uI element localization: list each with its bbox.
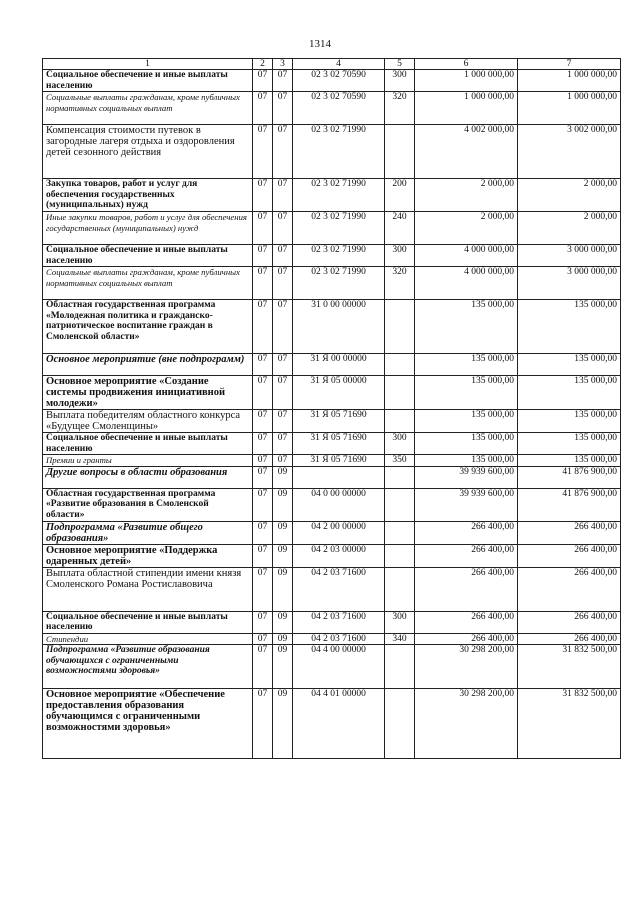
row-subsection-code: 09	[273, 645, 293, 689]
row-section-code: 07	[253, 433, 273, 455]
row-expense-type	[385, 354, 415, 376]
table-row	[43, 212, 621, 245]
table-row	[43, 410, 621, 433]
row-amount-year1: 1 000 000,00	[415, 70, 518, 92]
row-subsection-code: 09	[273, 611, 293, 633]
row-section-code: 07	[253, 92, 273, 125]
row-amount-year2: 135 000,00	[518, 376, 621, 410]
table-row	[43, 267, 621, 300]
row-name: Основное мероприятие «Обеспечение предоставления образования обучающимся с ограниченными возможностями здоровья»	[43, 689, 253, 759]
row-amount-year2: 31 832 500,00	[518, 689, 621, 759]
row-amount-year2: 266 400,00	[518, 633, 621, 645]
row-name: Основное мероприятие (вне подпрограмм)	[43, 354, 253, 376]
row-target-article: 04 2 03 71600	[293, 611, 385, 633]
row-name: Основное мероприятие «Создание системы продвижения инициативной молодежи»	[43, 376, 253, 410]
table-row	[43, 488, 621, 521]
row-amount-year2: 135 000,00	[518, 300, 621, 354]
header-col-3: 3	[273, 59, 293, 70]
row-amount-year2: 135 000,00	[518, 433, 621, 455]
row-amount-year2: 31 832 500,00	[518, 645, 621, 689]
table-body	[43, 70, 621, 759]
table-row	[43, 645, 621, 689]
row-target-article: 02 3 02 70590	[293, 92, 385, 125]
table-row	[43, 544, 621, 567]
row-name: Подпрограмма «Развитие образования обучающихся с ограниченными возможностями здоровья»	[43, 645, 253, 689]
row-amount-year2: 3 000 000,00	[518, 267, 621, 300]
row-amount-year1: 39 939 600,00	[415, 466, 518, 488]
table-row	[43, 521, 621, 544]
row-name: Стипендии	[43, 633, 253, 645]
row-subsection-code: 09	[273, 521, 293, 544]
row-expense-type	[385, 689, 415, 759]
row-expense-type: 350	[385, 455, 415, 467]
row-amount-year1: 135 000,00	[415, 354, 518, 376]
row-amount-year2: 135 000,00	[518, 410, 621, 433]
row-name: Социальное обеспечение и иные выплаты населению	[43, 245, 253, 267]
row-amount-year1: 2 000,00	[415, 212, 518, 245]
row-amount-year1: 266 400,00	[415, 544, 518, 567]
row-name: Основное мероприятие «Поддержка одаренных детей»	[43, 544, 253, 567]
row-target-article: 31 Я 05 71690	[293, 433, 385, 455]
row-target-article: 02 3 02 70590	[293, 70, 385, 92]
row-target-article: 02 3 02 71990	[293, 212, 385, 245]
row-section-code: 07	[253, 544, 273, 567]
row-expense-type	[385, 410, 415, 433]
row-name: Выплата победителям областного конкурса «Будущее Смоленщины»	[43, 410, 253, 433]
row-expense-type: 240	[385, 212, 415, 245]
row-target-article: 04 0 00 00000	[293, 488, 385, 521]
row-subsection-code: 07	[273, 300, 293, 354]
table-row	[43, 300, 621, 354]
row-target-article: 04 2 03 71600	[293, 567, 385, 611]
row-expense-type	[385, 521, 415, 544]
row-section-code: 07	[253, 125, 273, 179]
row-amount-year2: 1 000 000,00	[518, 70, 621, 92]
row-subsection-code: 09	[273, 567, 293, 611]
table-row	[43, 567, 621, 611]
table-row	[43, 633, 621, 645]
header-col-4: 4	[293, 59, 385, 70]
row-subsection-code: 07	[273, 410, 293, 433]
row-subsection-code: 09	[273, 689, 293, 759]
row-amount-year1: 4 002 000,00	[415, 125, 518, 179]
page-number: 1314	[309, 38, 331, 50]
row-section-code: 07	[253, 645, 273, 689]
row-amount-year1: 30 298 200,00	[415, 689, 518, 759]
row-expense-type	[385, 567, 415, 611]
row-amount-year1: 4 000 000,00	[415, 267, 518, 300]
row-target-article: 31 0 00 00000	[293, 300, 385, 354]
header-col-6: 6	[415, 59, 518, 70]
row-section-code: 07	[253, 376, 273, 410]
row-name: Иные закупки товаров, работ и услуг для обеспечения государственных (муниципальных) нужд	[43, 212, 253, 245]
row-section-code: 07	[253, 245, 273, 267]
row-target-article: 04 4 00 00000	[293, 645, 385, 689]
row-section-code: 07	[253, 689, 273, 759]
row-name: Подпрограмма «Развитие общего образования»	[43, 521, 253, 544]
row-subsection-code: 07	[273, 354, 293, 376]
row-amount-year1: 135 000,00	[415, 300, 518, 354]
header-col-7: 7	[518, 59, 621, 70]
row-expense-type	[385, 488, 415, 521]
row-expense-type: 300	[385, 70, 415, 92]
row-name: Областная государственная программа «Молодежная политика и гражданско-патриотическое воспитание граждан в Смоленской области»	[43, 300, 253, 354]
row-name: Социальные выплаты гражданам, кроме публичных нормативных социальных выплат	[43, 267, 253, 300]
row-amount-year1: 2 000,00	[415, 179, 518, 212]
row-subsection-code: 07	[273, 125, 293, 179]
row-amount-year1: 266 400,00	[415, 521, 518, 544]
row-target-article: 31 Я 05 00000	[293, 376, 385, 410]
row-expense-type	[385, 645, 415, 689]
row-section-code: 07	[253, 611, 273, 633]
row-subsection-code: 07	[273, 179, 293, 212]
row-subsection-code: 07	[273, 433, 293, 455]
row-amount-year2: 266 400,00	[518, 521, 621, 544]
table-row	[43, 611, 621, 633]
row-amount-year2: 266 400,00	[518, 567, 621, 611]
header-row	[43, 59, 621, 70]
table-row	[43, 466, 621, 488]
row-expense-type	[385, 466, 415, 488]
row-target-article: 02 3 02 71990	[293, 179, 385, 212]
row-name: Социальное обеспечение и иные выплаты населению	[43, 433, 253, 455]
row-amount-year2: 266 400,00	[518, 544, 621, 567]
row-expense-type: 320	[385, 267, 415, 300]
header-col-2: 2	[253, 59, 273, 70]
row-amount-year2: 2 000,00	[518, 179, 621, 212]
row-target-article: 02 3 02 71990	[293, 125, 385, 179]
row-name: Социальные выплаты гражданам, кроме публичных нормативных социальных выплат	[43, 92, 253, 125]
row-expense-type: 300	[385, 245, 415, 267]
row-subsection-code: 07	[273, 455, 293, 467]
row-target-article: 04 2 00 00000	[293, 521, 385, 544]
row-subsection-code: 07	[273, 212, 293, 245]
table-row	[43, 92, 621, 125]
row-expense-type: 340	[385, 633, 415, 645]
row-name: Закупка товаров, работ и услуг для обеспечения государственных (муниципальных) нужд	[43, 179, 253, 212]
table-row	[43, 179, 621, 212]
row-amount-year1: 39 939 600,00	[415, 488, 518, 521]
row-amount-year2: 41 876 900,00	[518, 488, 621, 521]
row-amount-year1: 135 000,00	[415, 376, 518, 410]
row-expense-type: 320	[385, 92, 415, 125]
row-section-code: 07	[253, 354, 273, 376]
table-row	[43, 354, 621, 376]
row-expense-type	[385, 376, 415, 410]
table-row	[43, 245, 621, 267]
header-col-1: 1	[43, 59, 253, 70]
row-subsection-code: 07	[273, 92, 293, 125]
row-subsection-code: 09	[273, 633, 293, 645]
row-section-code: 07	[253, 267, 273, 300]
row-amount-year2: 3 002 000,00	[518, 125, 621, 179]
row-section-code: 07	[253, 567, 273, 611]
row-name: Премии и гранты	[43, 455, 253, 467]
row-expense-type: 300	[385, 433, 415, 455]
row-section-code: 07	[253, 488, 273, 521]
row-section-code: 07	[253, 633, 273, 645]
row-section-code: 07	[253, 410, 273, 433]
row-target-article	[293, 466, 385, 488]
row-section-code: 07	[253, 300, 273, 354]
row-subsection-code: 07	[273, 70, 293, 92]
row-amount-year1: 135 000,00	[415, 433, 518, 455]
row-amount-year1: 4 000 000,00	[415, 245, 518, 267]
row-expense-type	[385, 125, 415, 179]
row-target-article: 04 2 03 00000	[293, 544, 385, 567]
table-row	[43, 125, 621, 179]
table-row	[43, 455, 621, 467]
row-name: Компенсация стоимости путевок в загородные лагеря отдыха и оздоровления детей сезонного действия	[43, 125, 253, 179]
header-col-5: 5	[385, 59, 415, 70]
row-section-code: 07	[253, 212, 273, 245]
budget-table	[42, 58, 621, 759]
row-expense-type	[385, 544, 415, 567]
row-amount-year1: 135 000,00	[415, 455, 518, 467]
row-section-code: 07	[253, 521, 273, 544]
row-amount-year2: 3 000 000,00	[518, 245, 621, 267]
row-name: Социальное обеспечение и иные выплаты населению	[43, 611, 253, 633]
row-name: Выплата областной стипендии имени князя Смоленского Романа Ростиславовича	[43, 567, 253, 611]
row-subsection-code: 07	[273, 245, 293, 267]
row-amount-year2: 2 000,00	[518, 212, 621, 245]
row-target-article: 31 Я 00 00000	[293, 354, 385, 376]
row-amount-year2: 135 000,00	[518, 354, 621, 376]
row-target-article: 04 2 03 71600	[293, 633, 385, 645]
row-section-code: 07	[253, 455, 273, 467]
row-expense-type: 300	[385, 611, 415, 633]
row-amount-year1: 30 298 200,00	[415, 645, 518, 689]
row-name: Областная государственная программа «Развитие образования в Смоленской области»	[43, 488, 253, 521]
row-amount-year2: 41 876 900,00	[518, 466, 621, 488]
row-amount-year1: 266 400,00	[415, 633, 518, 645]
row-subsection-code: 07	[273, 267, 293, 300]
row-subsection-code: 09	[273, 544, 293, 567]
row-amount-year2: 1 000 000,00	[518, 92, 621, 125]
row-amount-year1: 266 400,00	[415, 611, 518, 633]
row-amount-year1: 135 000,00	[415, 410, 518, 433]
row-expense-type	[385, 300, 415, 354]
row-amount-year1: 1 000 000,00	[415, 92, 518, 125]
row-amount-year1: 266 400,00	[415, 567, 518, 611]
table-row	[43, 376, 621, 410]
table-row	[43, 433, 621, 455]
row-section-code: 07	[253, 70, 273, 92]
row-target-article: 31 Я 05 71690	[293, 410, 385, 433]
row-name: Социальное обеспечение и иные выплаты населению	[43, 70, 253, 92]
row-amount-year2: 266 400,00	[518, 611, 621, 633]
row-section-code: 07	[253, 179, 273, 212]
row-subsection-code: 09	[273, 466, 293, 488]
table-row	[43, 689, 621, 759]
row-subsection-code: 09	[273, 488, 293, 521]
row-section-code: 07	[253, 466, 273, 488]
row-target-article: 04 4 01 00000	[293, 689, 385, 759]
row-amount-year2: 135 000,00	[518, 455, 621, 467]
row-target-article: 31 Я 05 71690	[293, 455, 385, 467]
table-row	[43, 70, 621, 92]
row-name: Другие вопросы в области образования	[43, 466, 253, 488]
row-expense-type: 200	[385, 179, 415, 212]
row-subsection-code: 07	[273, 376, 293, 410]
row-target-article: 02 3 02 71990	[293, 245, 385, 267]
row-target-article: 02 3 02 71990	[293, 267, 385, 300]
